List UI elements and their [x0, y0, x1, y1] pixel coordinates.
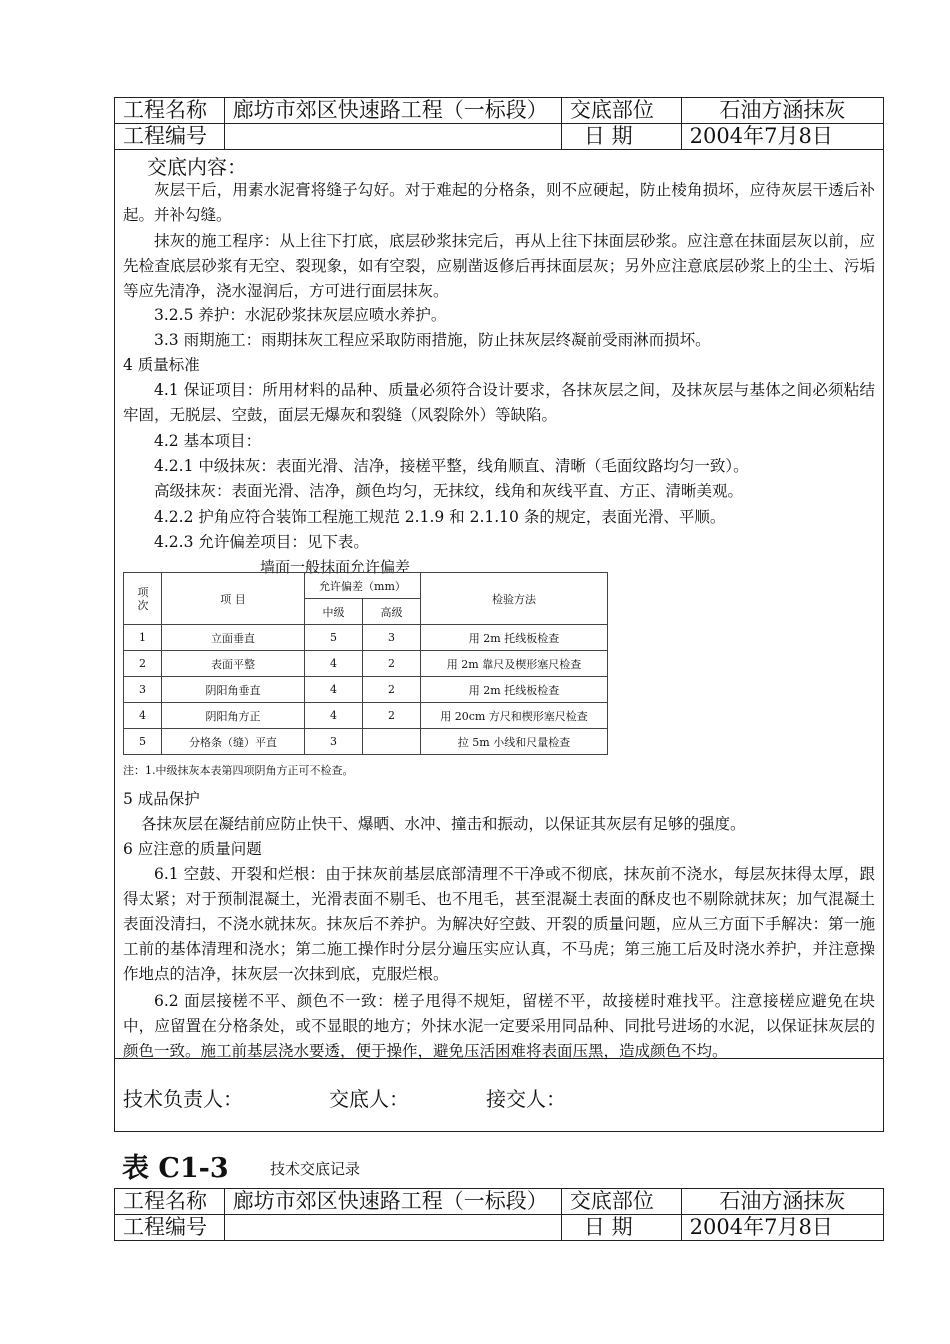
paragraph-4: 3.3 雨期施工：雨期抹灰工程应采取防雨措施，防止抹灰层终凝前受雨淋而损坏。 [154, 331, 711, 349]
discloser-label: 交底人： [329, 1087, 409, 1111]
part-label: 交底部位 [561, 1189, 681, 1215]
row-method: 用 2m 靠尺及楔形塞尺检查 [421, 651, 608, 677]
row-item: 分格条（缝）平直 [162, 729, 305, 755]
row-method: 用 2m 托线板检查 [421, 625, 608, 651]
paragraph-10: 4.2.3 允许偏差项目：见下表。 [154, 533, 369, 551]
project-name-value: 廊坊市郊区快速路工程（一标段） [224, 98, 561, 124]
project-name-label: 工程名称 [115, 98, 225, 124]
row-high: 2 [363, 651, 421, 677]
section-5-heading: 5 成品保护 [123, 790, 200, 808]
row-item: 立面垂直 [162, 625, 305, 651]
table-row [124, 625, 608, 651]
part-value: 石油方涵抹灰 [681, 1189, 883, 1215]
paragraph-3: 3.2.5 养护：水泥砂浆抹灰层应喷水养护。 [154, 306, 447, 324]
col-tolerance-header: 允许偏差（mm） [305, 573, 421, 599]
project-no-value [224, 1215, 561, 1241]
col-mid-header: 中级 [305, 599, 363, 625]
row-no: 4 [124, 703, 162, 729]
row-mid: 4 [305, 677, 363, 703]
date-value: 2004年7月8日 [681, 1215, 883, 1241]
table-row [124, 703, 608, 729]
col-item-header: 项 目 [162, 573, 305, 625]
row-no: 1 [124, 625, 162, 651]
section-6-heading: 6 应注意的质量问题 [123, 840, 262, 858]
paragraph-9: 4.2.2 护角应符合装饰工程施工规范 2.1.9 和 2.1.10 条的规定，表面光滑、平顺。 [154, 508, 726, 526]
col-high-header: 高级 [363, 599, 421, 625]
record-sheet [114, 97, 884, 1132]
paragraph-11: 各抹灰层在凝结前应防止快干、爆晒、水冲、撞击和振动，以保证其灰层有足够的强度。 [141, 815, 746, 833]
content-title: 交底内容： [147, 155, 247, 179]
table-row [124, 729, 608, 755]
date-label: 日 期 [561, 124, 681, 150]
row-no: 5 [124, 729, 162, 755]
paragraph-12: 6.1 空鼓、开裂和烂根：由于抹灰前基层底部清理不干净或不彻底，抹灰前不浇水，每层灰抹得太厚，跟得太紧；对于预制混凝土，光滑表面不剔毛、也不甩毛，甚至混凝土表面的酥皮也不剔除就抹灰；加气混凝土表面没清扫，不浇水就抹灰。抹灰后不养护。为解决好空鼓、开裂的质量问题，应从三方面下手解决：第一施工前的基体清理和浇水；第二施工操作时分层分遍压实应认真，不马虎；第三施工后及时浇水养护，并注意操作地点的洁净，抹灰层一次抹到底，克服烂根。 [123, 865, 875, 983]
part-value: 石油方涵抹灰 [681, 98, 883, 124]
row-high [363, 729, 421, 755]
project-no-label: 工程编号 [115, 124, 225, 150]
row-method: 用 20cm 方尺和楔形塞尺检查 [421, 703, 608, 729]
table-note: 注：1.中级抹灰本表第四项阴角方正可不检查。 [123, 764, 354, 777]
col-method-header: 检验方法 [421, 573, 608, 625]
form-heading [122, 1146, 361, 1185]
project-no-value [224, 124, 561, 150]
paragraph-7: 4.2.1 中级抹灰：表面光滑、洁净，接槎平整，线角顺直、清晰（毛面纹路均匀一致）。 [154, 457, 749, 475]
date-value: 2004年7月8日 [681, 124, 883, 150]
record-sheet-2 [114, 1188, 884, 1241]
header-table [114, 97, 884, 150]
project-no-label: 工程编号 [115, 1215, 225, 1241]
tolerance-table [123, 572, 608, 755]
section-4-heading: 4 质量标准 [123, 356, 200, 374]
project-name-label: 工程名称 [115, 1189, 225, 1215]
header-row-1 [115, 1189, 884, 1215]
receiver-label: 接交人： [486, 1087, 566, 1111]
row-item: 阴阳角方正 [162, 703, 305, 729]
signature-row [114, 1059, 884, 1132]
row-method: 拉 5m 小线和尺量检查 [421, 729, 608, 755]
header-row-2 [115, 124, 884, 150]
form-code: 表 C1-3 [122, 1153, 229, 1184]
row-mid: 5 [305, 625, 363, 651]
tech-lead-label: 技术负责人： [123, 1087, 243, 1111]
project-name-value: 廊坊市郊区快速路工程（一标段） [224, 1189, 561, 1215]
table-row [124, 677, 608, 703]
row-no: 3 [124, 677, 162, 703]
paragraph-5: 4.1 保证项目：所用材料的品种、质量必须符合设计要求，各抹灰层之间，及抹灰层与基体之间必须粘结牢固，无脱层、空鼓，面层无爆灰和裂缝（风裂除外）等缺陷。 [123, 381, 875, 424]
tolerance-table-title: 墙面一般抹面允许偏差 [260, 558, 411, 576]
form-name: 技术交底记录 [270, 1160, 361, 1178]
paragraph-2: 抹灰的施工程序：从上往下打底，底层砂浆抹完后，再从上往下抹面层砂浆。应注意在抹面层灰以前，应先检查底层砂浆有无空、裂现象，如有空裂，应剔凿返修后再抹面层灰；另外应注意底层砂浆上的尘土、污垢等应先清净，浇水湿润后，方可进行面层抹灰。 [123, 232, 875, 300]
row-high: 2 [363, 703, 421, 729]
date-label: 日 期 [561, 1215, 681, 1241]
table-row [124, 651, 608, 677]
part-label: 交底部位 [561, 98, 681, 124]
header-table-2 [114, 1188, 884, 1241]
header-row-1 [115, 98, 884, 124]
tolerance-header-row [124, 573, 608, 599]
row-method: 用 2m 托线板检查 [421, 677, 608, 703]
row-mid: 4 [305, 651, 363, 677]
row-high: 3 [363, 625, 421, 651]
row-high: 2 [363, 677, 421, 703]
row-no: 2 [124, 651, 162, 677]
row-mid: 3 [305, 729, 363, 755]
row-item: 阴阳角垂直 [162, 677, 305, 703]
paragraph-8: 高级抹灰：表面光滑、洁净，颜色均匀，无抹纹，线角和灰线平直、方正、清晰美观。 [154, 482, 744, 500]
col-no-header [124, 573, 162, 625]
paragraph-1: 灰层干后，用素水泥膏将缝子勾好。对于难起的分格条，则不应硬起，防止棱角损坏，应待灰层干透后补起。并补勾缝。 [123, 181, 875, 224]
paragraph-6: 4.2 基本项目： [154, 432, 262, 450]
header-row-2 [115, 1215, 884, 1241]
col-no-header-text: 项次 [137, 585, 149, 612]
row-mid: 4 [305, 703, 363, 729]
paragraph-13: 6.2 面层接槎不平、颜色不一致：槎子甩得不规矩，留槎不平，故接槎时难找平。注意接槎应避免在块中，应留置在分格条处，或不显眼的地方；外抹水泥一定要采用同品种、同批号进场的水泥，以保证抹灰层的颜色一致。施工前基层浇水要透，便于操作，避免压活困难将表面压黑，造成颜色不均。 [123, 992, 875, 1060]
row-item: 表面平整 [162, 651, 305, 677]
disclosure-content [114, 150, 884, 1059]
